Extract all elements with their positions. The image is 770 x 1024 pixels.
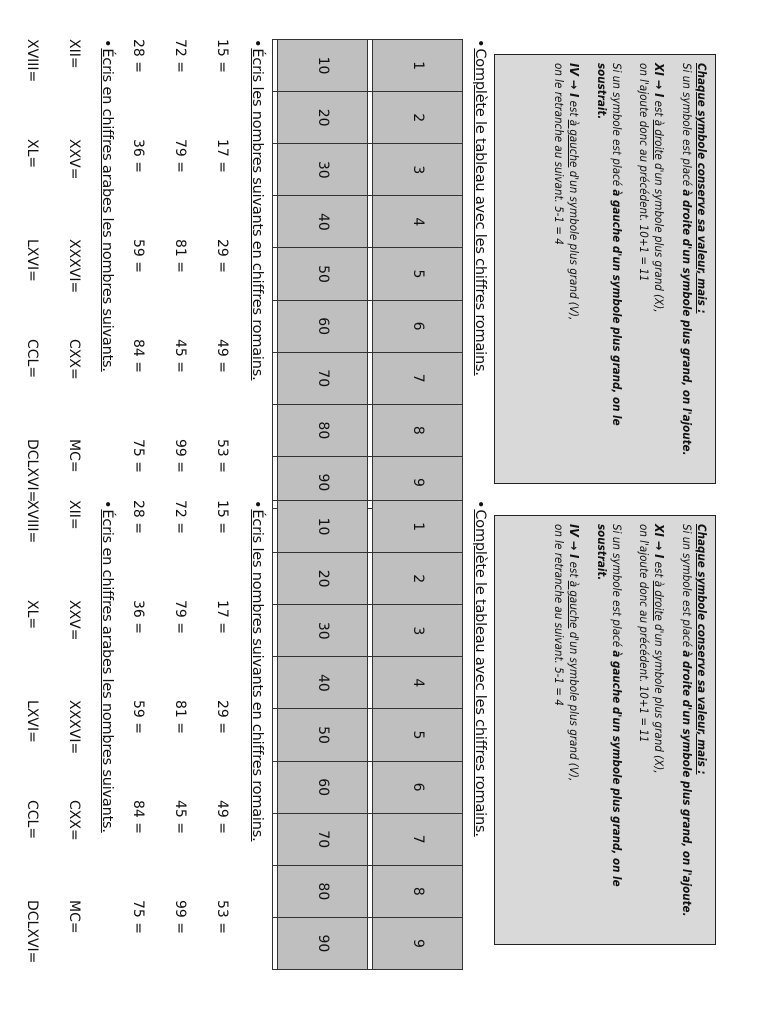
roman-item: CXX= [66, 800, 82, 841]
roman-item: LXVI= [24, 700, 40, 743]
number-item: 15 = [214, 39, 230, 73]
number-item: 72 = [172, 500, 188, 534]
example-xi-detail: on l'ajoute donc au précédent. 10+1 = 11 [637, 524, 651, 743]
table-row-answers-units [368, 40, 373, 509]
roman-item: MC= [66, 900, 82, 934]
number-item: 79 = [172, 600, 188, 634]
number-item: 81 = [172, 239, 188, 273]
table-cell: 50 [278, 709, 368, 761]
number-item: 17 = [214, 139, 230, 173]
answer-cell[interactable] [368, 352, 373, 404]
roman-item: MC= [66, 439, 82, 473]
romans-grid [24, 500, 82, 1000]
table-row-answers-tens [273, 501, 278, 970]
worksheet-copy-left [0, 34, 770, 504]
answer-cell[interactable] [368, 404, 373, 456]
table-cell: 30 [278, 605, 368, 657]
rule-right: Si un symbole est placé à droite d'un symbole plus grand, on l'ajoute. [680, 524, 694, 917]
table-cell: 20 [278, 553, 368, 605]
answer-cell[interactable] [368, 917, 373, 969]
roman-item: CCL= [24, 800, 40, 840]
example-iv-detail: on le retranche au suivant. 5-1 = 4 [552, 63, 566, 245]
number-item: 81 = [172, 700, 188, 734]
number-item: 28 = [130, 500, 146, 534]
answer-cell[interactable] [273, 865, 278, 917]
answer-cell[interactable] [273, 761, 278, 813]
answer-cell[interactable] [273, 248, 278, 300]
exercise1-heading: •Complète le tableau avec les chiffres romains. [472, 39, 488, 376]
roman-item: XII= [66, 500, 82, 530]
answer-cell[interactable] [368, 501, 373, 553]
table-cell: 2 [373, 553, 463, 605]
number-item: 59 = [130, 700, 146, 734]
table-cell: 8 [373, 404, 463, 456]
table-row-answers-tens [273, 40, 278, 509]
table-cell: 70 [278, 813, 368, 865]
number-item: 99 = [172, 900, 188, 934]
answer-cell[interactable] [368, 300, 373, 352]
roman-item: XL= [24, 600, 40, 630]
table-cell: 9 [373, 917, 463, 969]
number-item: 53 = [214, 439, 230, 473]
number-item: 72 = [172, 39, 188, 73]
table-cell: 10 [278, 501, 368, 553]
table-row-tens [278, 40, 368, 509]
number-item: 28 = [130, 39, 146, 73]
number-item: 49 = [214, 800, 230, 834]
numbers-grid [130, 39, 230, 539]
table-cell: 3 [373, 144, 463, 196]
number-item: 29 = [214, 700, 230, 734]
table-row-answers-units [368, 501, 373, 970]
roman-item: CXX= [66, 339, 82, 380]
roman-item: XVIII= [24, 500, 40, 544]
roman-item: XXV= [66, 139, 82, 180]
table-cell: 2 [373, 92, 463, 144]
table-cell: 4 [373, 196, 463, 248]
answer-cell[interactable] [368, 657, 373, 709]
answer-cell[interactable] [273, 92, 278, 144]
table-row-units [373, 501, 463, 970]
number-item: 75 = [130, 900, 146, 934]
table-cell: 5 [373, 248, 463, 300]
number-item: 45 = [172, 339, 188, 373]
number-item: 59 = [130, 239, 146, 273]
roman-item: XII= [66, 39, 82, 69]
answer-cell[interactable] [273, 144, 278, 196]
example-iv: IV → I est à gauche d'un symbole plus grand (V), [567, 63, 582, 321]
rule-right: Si un symbole est placé à droite d'un symbole plus grand, on l'ajoute. [680, 63, 694, 456]
answer-cell[interactable] [273, 709, 278, 761]
table-cell: 20 [278, 92, 368, 144]
table-row-tens [278, 501, 368, 970]
answer-cell[interactable] [368, 865, 373, 917]
number-item: 75 = [130, 439, 146, 473]
rules-box [494, 515, 716, 945]
table-cell: 50 [278, 248, 368, 300]
number-item: 49 = [214, 339, 230, 373]
answer-cell[interactable] [273, 553, 278, 605]
table-cell: 80 [278, 865, 368, 917]
table-cell: 70 [278, 352, 368, 404]
number-item: 36 = [130, 600, 146, 634]
rules-title: Chaque symbole conserve sa valeur, mais : [695, 63, 709, 314]
answer-cell[interactable] [368, 553, 373, 605]
table-cell: 5 [373, 709, 463, 761]
answer-cell[interactable] [368, 709, 373, 761]
number-item: 45 = [172, 800, 188, 834]
exercise3-heading: •Écris en chiffres arabes les nombres suivants. [99, 39, 115, 372]
number-item: 84 = [130, 339, 146, 373]
answer-cell[interactable] [368, 813, 373, 865]
roman-item: DCLXVI= [24, 900, 40, 964]
answer-cell[interactable] [368, 92, 373, 144]
table-cell: 6 [373, 300, 463, 352]
answer-cell[interactable] [368, 248, 373, 300]
table-cell: 60 [278, 761, 368, 813]
roman-table [272, 500, 463, 970]
table-cell: 60 [278, 300, 368, 352]
answer-cell[interactable] [273, 404, 278, 456]
rule-left: Si un symbole est placé à gauche d'un symbole plus grand, on le soustrait. [595, 524, 624, 887]
table-cell: 8 [373, 865, 463, 917]
answer-cell[interactable] [273, 605, 278, 657]
answer-cell[interactable] [273, 300, 278, 352]
number-item: 84 = [130, 800, 146, 834]
roman-item: XVIII= [24, 39, 40, 83]
answer-cell[interactable] [368, 761, 373, 813]
rules-title: Chaque symbole conserve sa valeur, mais : [695, 524, 709, 775]
example-xi-detail: on l'ajoute donc au précédent. 10+1 = 11 [637, 63, 651, 282]
table-cell: 9 [373, 456, 463, 508]
worksheet-copy-right [0, 495, 770, 965]
roman-item: XXV= [66, 600, 82, 641]
rule-left: Si un symbole est placé à gauche d'un symbole plus grand, on le soustrait. [595, 63, 624, 426]
answer-cell[interactable] [273, 501, 278, 553]
roman-item: XL= [24, 139, 40, 169]
table-cell: 10 [278, 40, 368, 92]
example-iv-detail: on le retranche au suivant. 5-1 = 4 [552, 524, 566, 706]
table-cell: 80 [278, 404, 368, 456]
number-item: 53 = [214, 900, 230, 934]
table-cell: 7 [373, 813, 463, 865]
rules-box [494, 54, 716, 484]
numbers-grid [130, 500, 230, 1000]
answer-cell[interactable] [273, 917, 278, 969]
example-xi: XI → I est à droite d'un symbole plus grand (X), [652, 524, 667, 774]
number-item: 99 = [172, 439, 188, 473]
table-cell: 90 [278, 917, 368, 969]
exercise2-heading: •Écris les nombres suivants en chiffres romains. [249, 500, 265, 842]
table-row-units [373, 40, 463, 509]
table-cell: 40 [278, 196, 368, 248]
table-cell: 3 [373, 605, 463, 657]
roman-item: XXXVI= [66, 239, 82, 294]
table-cell: 1 [373, 501, 463, 553]
answer-cell[interactable] [368, 40, 373, 92]
table-cell: 4 [373, 657, 463, 709]
roman-item: CCL= [24, 339, 40, 379]
answer-cell[interactable] [273, 40, 278, 92]
number-item: 15 = [214, 500, 230, 534]
number-item: 36 = [130, 139, 146, 173]
table-cell: 1 [373, 40, 463, 92]
answer-cell[interactable] [273, 196, 278, 248]
roman-item: DCLXVI= [24, 439, 40, 503]
table-cell: 6 [373, 761, 463, 813]
roman-item: XXXVI= [66, 700, 82, 755]
table-cell: 30 [278, 144, 368, 196]
table-cell: 40 [278, 657, 368, 709]
answer-cell[interactable] [368, 144, 373, 196]
roman-table [272, 39, 463, 509]
answer-cell[interactable] [273, 352, 278, 404]
exercise1-heading: •Complète le tableau avec les chiffres romains. [472, 500, 488, 837]
exercise3-heading: •Écris en chiffres arabes les nombres suivants. [99, 500, 115, 833]
roman-item: LXVI= [24, 239, 40, 282]
answer-cell[interactable] [273, 657, 278, 709]
answer-cell[interactable] [273, 813, 278, 865]
number-item: 17 = [214, 600, 230, 634]
romans-grid [24, 39, 82, 539]
example-xi: XI → I est à droite d'un symbole plus grand (X), [652, 63, 667, 313]
table-cell: 7 [373, 352, 463, 404]
answer-cell[interactable] [368, 605, 373, 657]
answer-cell[interactable] [368, 196, 373, 248]
example-iv: IV → I est à gauche d'un symbole plus grand (V), [567, 524, 582, 782]
table-cell: 90 [278, 456, 368, 508]
exercise2-heading: •Écris les nombres suivants en chiffres romains. [249, 39, 265, 381]
number-item: 79 = [172, 139, 188, 173]
number-item: 29 = [214, 239, 230, 273]
